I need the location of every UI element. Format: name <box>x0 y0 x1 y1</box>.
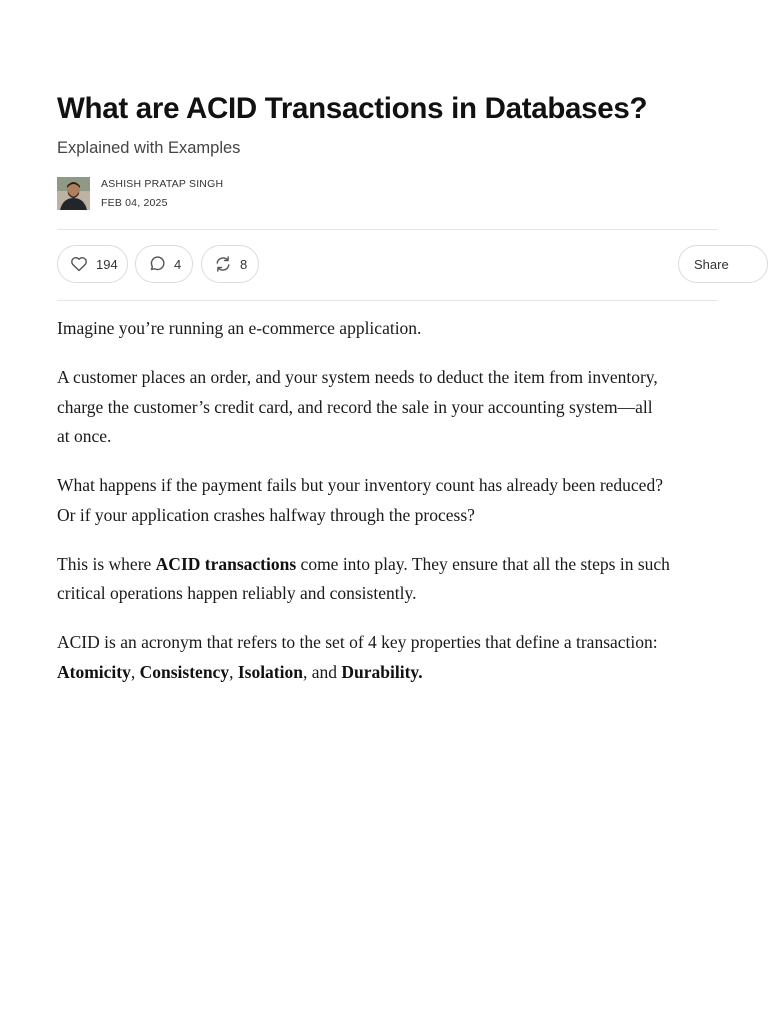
post-subtitle: Explained with Examples <box>57 139 241 157</box>
paragraph-1 <box>57 314 757 344</box>
divider-top <box>57 229 717 230</box>
paragraph-2-line-1: A customer places an order, and your system needs to deduct the item from inventory, <box>57 367 658 387</box>
heart-icon <box>69 254 89 274</box>
paragraph-5 <box>57 628 757 687</box>
restack-button[interactable] <box>201 245 259 283</box>
paragraph-2 <box>57 363 757 452</box>
post-body <box>57 314 757 707</box>
byline <box>57 176 457 212</box>
paragraph-4-pre: This is where <box>57 553 156 574</box>
paragraph-1-line-1: Imagine you’re running an e-commerce application. <box>57 318 422 338</box>
post-date: FEB 04, 2025 <box>101 197 168 209</box>
comment-count: 4 <box>174 256 182 272</box>
post-title: What are ACID Transactions in Databases? <box>57 92 648 125</box>
term-durability: Durability. <box>341 661 423 682</box>
paragraph-4-post: come into play. They ensure that all the steps in such <box>296 553 670 574</box>
paragraph-3 <box>57 471 757 530</box>
paragraph-5-line-1: ACID is an acronym that refers to the set of 4 key properties that define a transaction: <box>57 632 658 652</box>
paragraph-4 <box>57 550 757 609</box>
term-consistency: Consistency <box>139 661 230 682</box>
paragraph-4-line-1 <box>57 550 757 580</box>
paragraph-5-line-2 <box>57 658 757 688</box>
author-name[interactable]: ASHISH PRATAP SINGH <box>101 178 224 190</box>
paragraph-2-line-3: at once. <box>57 426 112 446</box>
divider-bottom <box>57 300 717 301</box>
term-isolation: Isolation <box>237 661 303 682</box>
like-button[interactable] <box>57 245 128 283</box>
acid-transactions-strong: ACID transactions <box>155 553 297 574</box>
comment-button[interactable] <box>135 245 193 283</box>
restack-count: 8 <box>240 256 248 272</box>
paragraph-3-line-1: What happens if the payment fails but your inventory count has already been reduced? <box>57 475 663 495</box>
term-atomicity: Atomicity <box>57 661 131 682</box>
paragraph-3-line-2: Or if your application crashes halfway through the process? <box>57 504 475 525</box>
like-count: 194 <box>96 256 118 272</box>
paragraph-2-line-2: charge the customer’s credit card, and record the sale in your accounting system—all <box>57 396 653 417</box>
post-container <box>57 0 729 1024</box>
share-label: Share <box>694 256 729 272</box>
restack-arrows-icon <box>213 254 233 274</box>
separator-2: , <box>229 661 238 682</box>
separator-1: , <box>130 661 140 682</box>
share-button[interactable] <box>678 245 768 283</box>
separator-3: , and <box>302 661 342 682</box>
author-avatar[interactable] <box>57 177 90 210</box>
paragraph-4-line-2: critical operations happen reliably and consistently. <box>57 583 417 603</box>
comment-bubble-icon <box>147 254 167 274</box>
